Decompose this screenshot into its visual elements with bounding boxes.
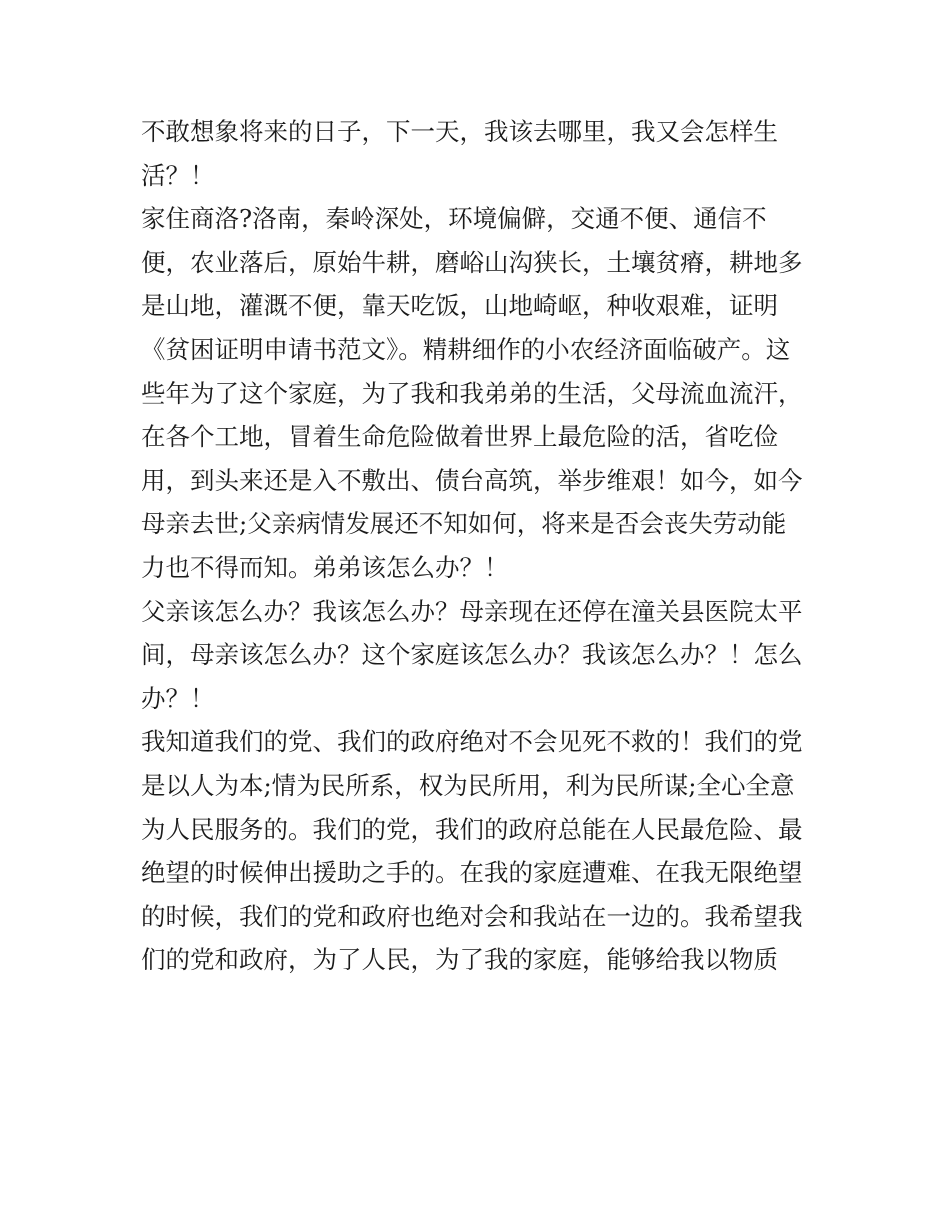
text-line: 便，农业落后，原始牛耕，磨峪山沟狭长，土壤贫瘠，耕地多 — [141, 247, 803, 277]
text-line: 间，母亲该怎么办？这个家庭该怎么办？我该怎么办？！怎么 — [141, 640, 803, 670]
text-line: 不敢想象将来的日子，下一天，我该去哪里，我又会怎样生 — [141, 117, 778, 146]
text-line: 在各个工地，冒着生命危险做着世界上最危险的活，省吃俭 — [141, 422, 778, 452]
body-text — [141, 110, 821, 982]
text-line: 《贫困证明申请书范文》。精耕细作的小农经济面临破产。这 — [141, 334, 791, 364]
text-line: 父亲该怎么办？我该怎么办？母亲现在还停在潼关县医院太平 — [141, 596, 803, 626]
text-line: 绝望的时候伸出援助之手的。在我的家庭遭难、在我无限绝望 — [141, 858, 803, 888]
text-line: 用，到头来还是入不敷出、债台高筑，举步维艰！如今，如今 — [141, 465, 803, 495]
text-line: 力也不得而知。弟弟该怎么办？！ — [141, 552, 509, 582]
text-line: 母亲去世;父亲病情发展还不知如何，将来是否会丧失劳动能 — [141, 509, 787, 539]
text-line: 们的党和政府，为了人民，为了我的家庭，能够给我以物质 — [141, 945, 778, 975]
text-line: 是以人为本;情为民所系，权为民所用，利为民所谋;全心全意 — [141, 770, 795, 800]
text-line: 活？！ — [141, 160, 215, 190]
text-line: 是山地，灌溉不便，靠天吃饭，山地崎岖，种收艰难，证明 — [141, 291, 778, 321]
text-line: 些年为了这个家庭，为了我和我弟弟的生活，父母流血流汗， — [141, 378, 803, 408]
text-line: 为人民服务的。我们的党，我们的政府总能在人民最危险、最 — [141, 814, 803, 844]
text-line: 办？！ — [141, 683, 215, 713]
text-line: 家住商洛?洛南，秦岭深处，环境偏僻，交通不便、通信不 — [141, 204, 767, 234]
text-line: 的时候，我们的党和政府也绝对会和我站在一边的。我希望我 — [141, 901, 803, 931]
text-line: 我知道我们的党、我们的政府绝对不会见死不救的！我们的党 — [141, 727, 803, 757]
